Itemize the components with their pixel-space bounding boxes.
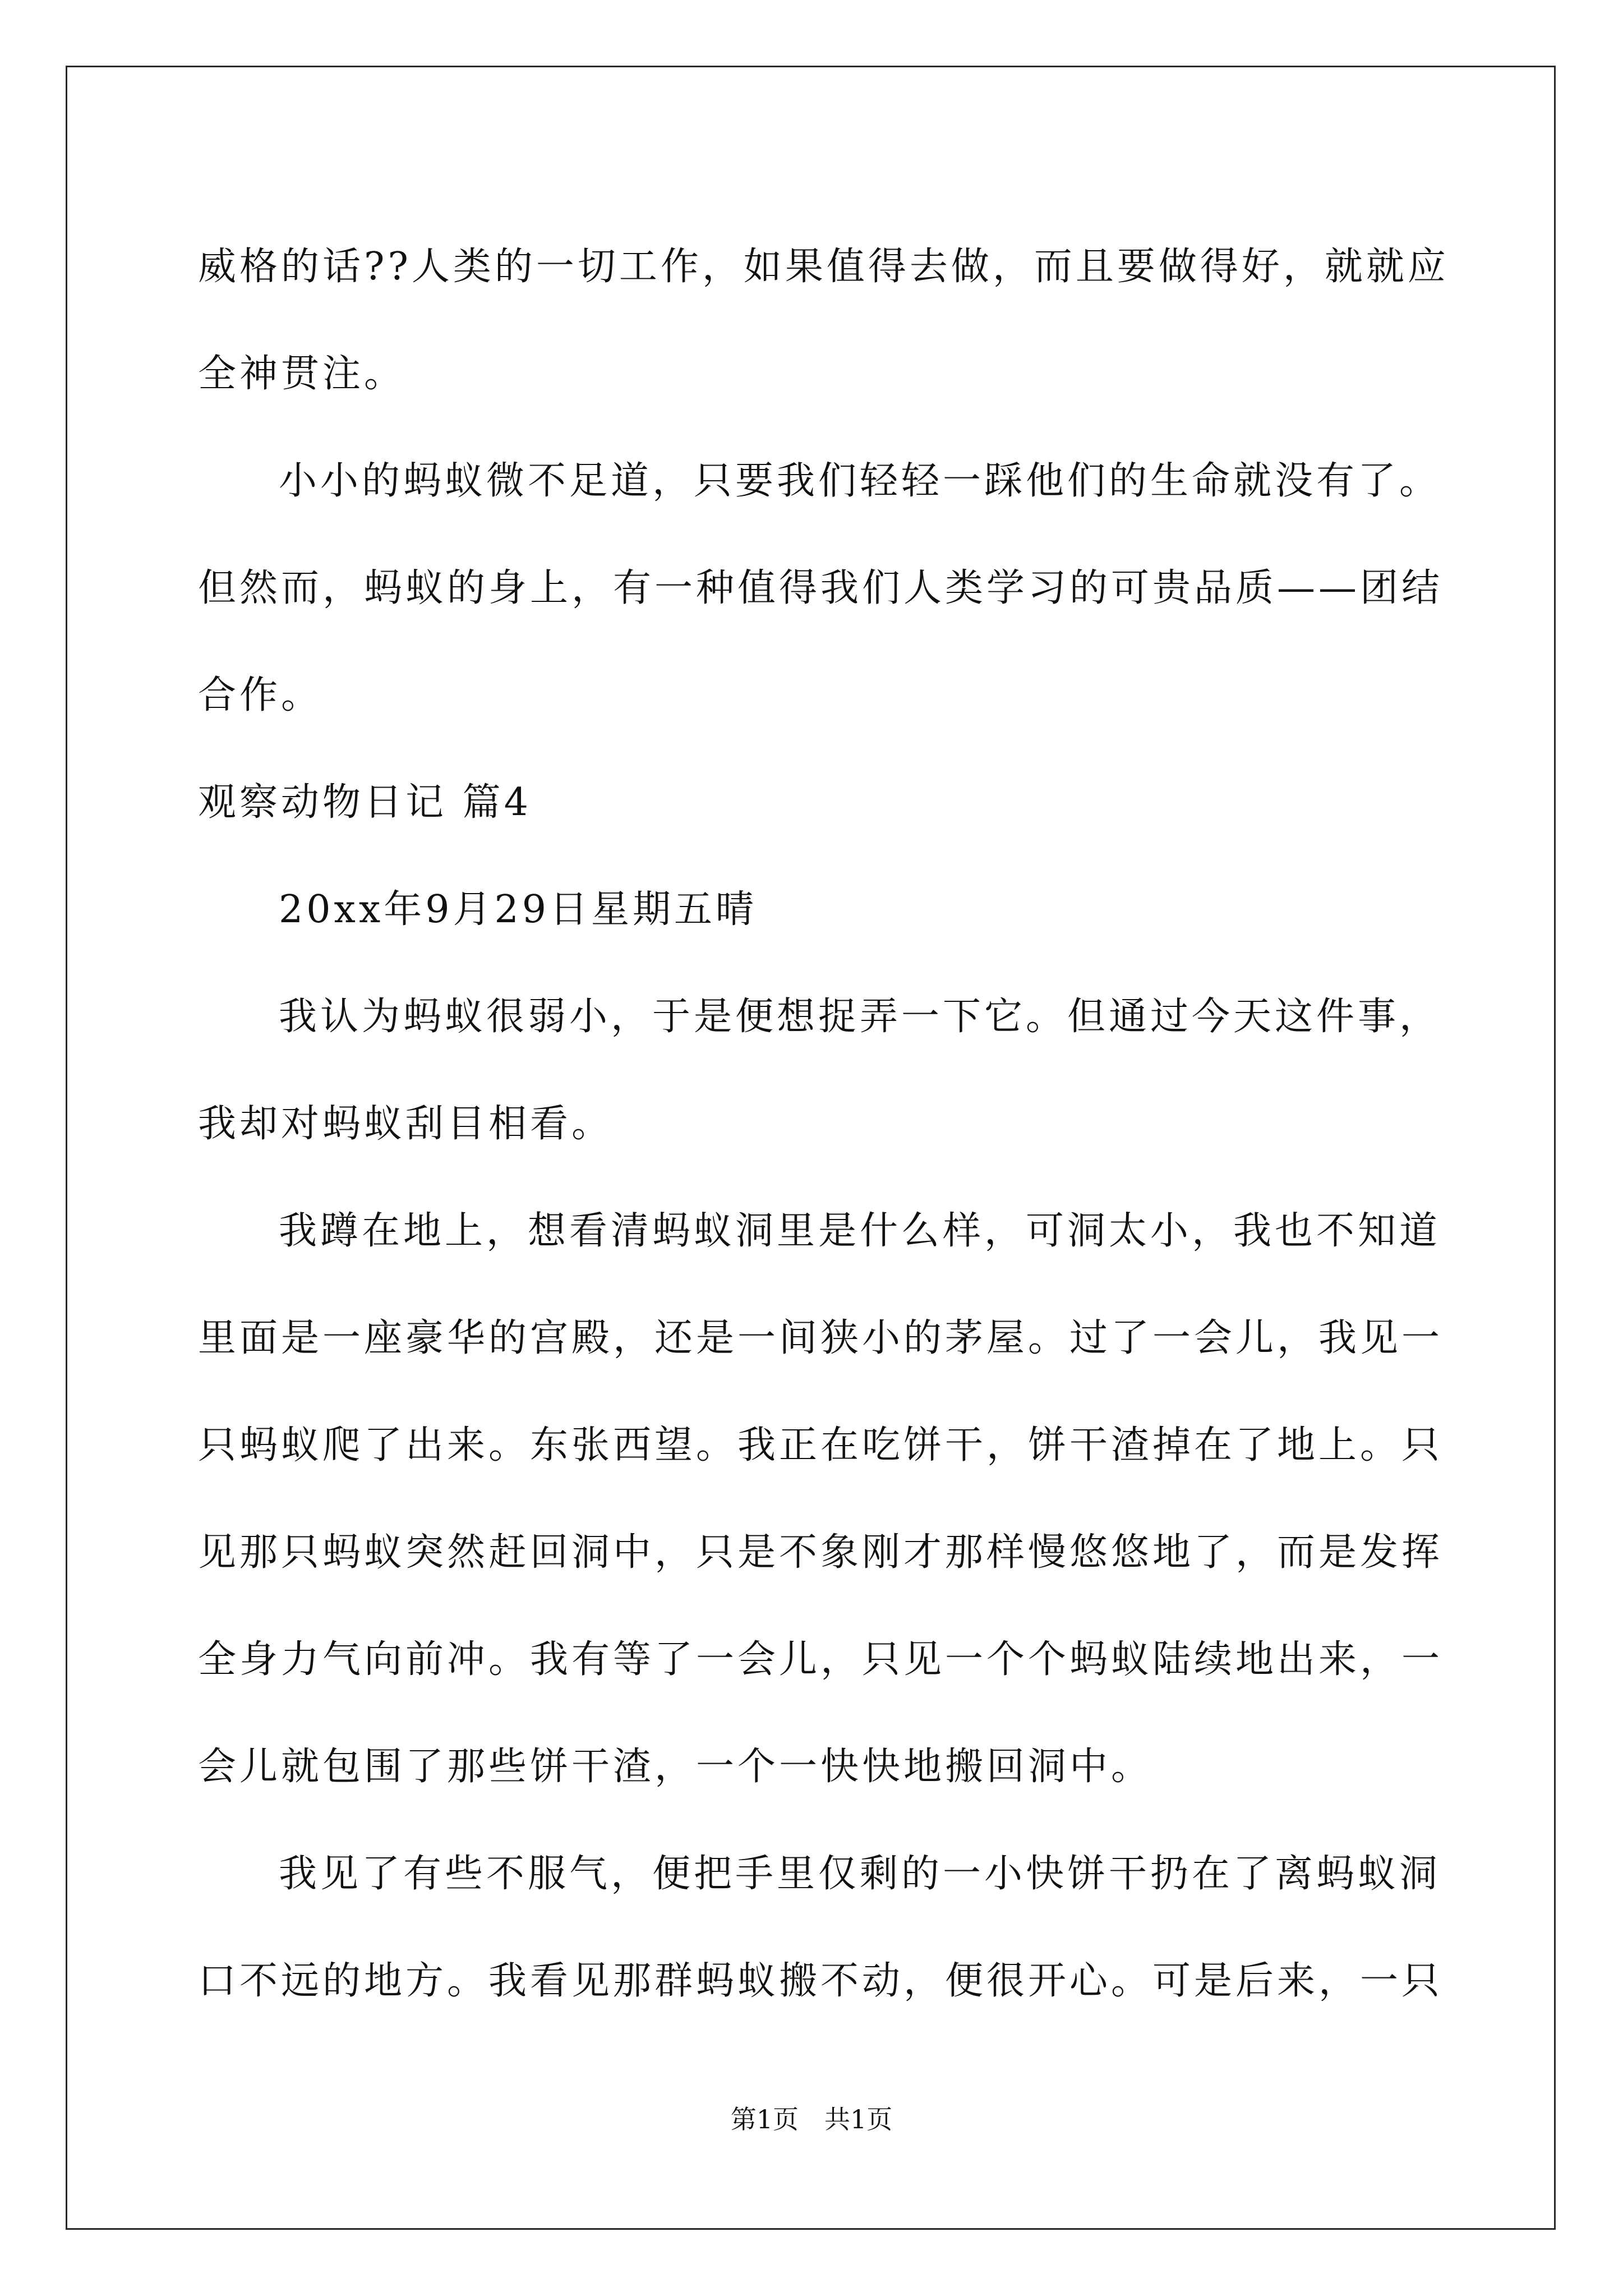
paragraph-start-line: 小小的蚂蚁微不足道，只要我们轻轻一踩他们的生命就没有了。 — [279, 459, 1441, 503]
text-line: 合作。 — [198, 673, 323, 717]
text-line: 会儿就包围了那些饼干渣，一个一快快地搬回洞中。 — [198, 1745, 1153, 1789]
section-heading: 观察动物日记 篇4 — [198, 780, 532, 825]
diary-date-line: 20xx年9月29日星期五晴 — [279, 887, 758, 932]
text-line: 我却对蚂蚁刮目相看。 — [198, 1102, 614, 1146]
text-line: 只蚂蚁爬了出来。东张西望。我正在吃饼干，饼干渣掉在了地上。只 — [198, 1423, 1444, 1467]
document-body — [198, 213, 1449, 2035]
text-line: 里面是一座豪华的宫殿，还是一间狭小的茅屋。过了一会儿，我见一 — [198, 1316, 1444, 1360]
paragraph-start-line: 我认为蚂蚁很弱小，于是便想捉弄一下它。但通过今天这件事， — [279, 995, 1441, 1039]
paragraph-start-line: 我蹲在地上，想看清蚂蚁洞里是什么样，可洞太小，我也不知道 — [279, 1209, 1441, 1253]
text-line: 全身力气向前冲。我有等了一会儿，只见一个个蚂蚁陆续地出来，一 — [198, 1637, 1444, 1682]
paragraph-start-line: 我见了有些不服气，便把手里仅剩的一小快饼干扔在了离蚂蚁洞 — [279, 1852, 1441, 1896]
text-line: 全神贯注。 — [198, 352, 406, 396]
text-line: 口不远的地方。我看见那群蚂蚁搬不动，便很开心。可是后来，一只 — [198, 1959, 1444, 2003]
text-line: 见那只蚂蚁突然赶回洞中，只是不象刚才那样慢悠悠地了，而是发挥 — [198, 1530, 1444, 1575]
text-line: 威格的话??人类的一切工作，如果值得去做，而且要做得好，就就应 — [198, 245, 1449, 289]
page-footer: 第1页 共1页 — [730, 2104, 893, 2134]
text-line: 但然而，蚂蚁的身上，有一种值得我们人类学习的可贵品质——团结 — [198, 566, 1444, 610]
